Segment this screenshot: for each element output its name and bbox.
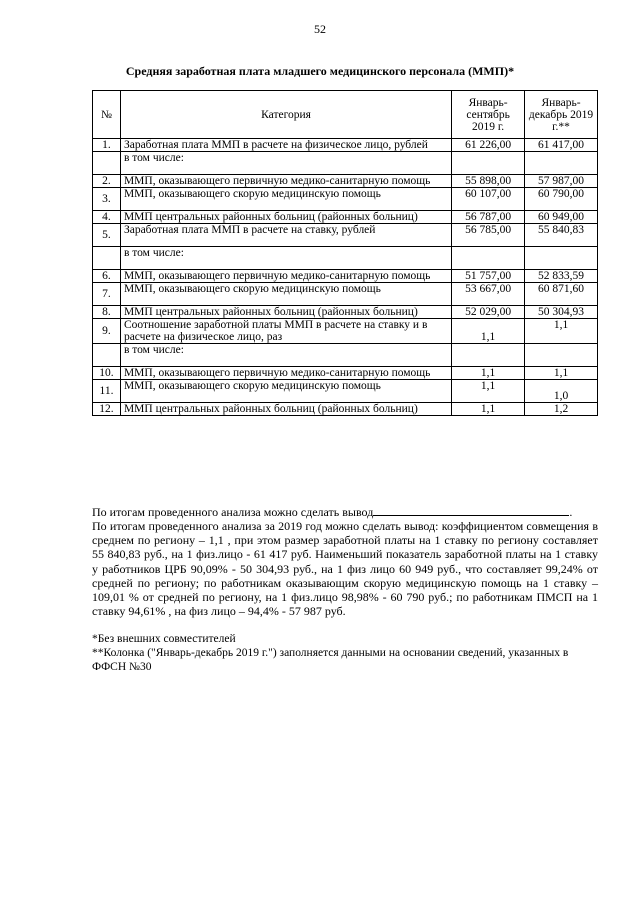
row-value-jan-dec: 61 417,00	[525, 139, 598, 152]
table-row	[93, 270, 598, 283]
table-row	[93, 247, 598, 270]
row-category: в том числе:	[120, 247, 451, 270]
row-number: 11.	[93, 380, 121, 403]
row-number: 12.	[93, 403, 121, 416]
row-category: ММП, оказывающего скорую медицинскую помощь	[120, 188, 451, 211]
table-row	[93, 403, 598, 416]
row-category: ММП, оказывающего первичную медико-санитарную помощь	[120, 367, 451, 380]
row-category: в том числе:	[120, 344, 451, 367]
footnote-column-source: **Колонка ("Январь-декабрь 2019 г.") заполняется данными на основании сведений, указанных в ФФСН №30	[92, 647, 569, 674]
row-value-jan-sep: 61 226,00	[452, 139, 525, 152]
row-number: 8.	[93, 306, 121, 319]
row-value-jan-sep: 56 787,00	[452, 211, 525, 224]
row-value-jan-dec: 57 987,00	[525, 175, 598, 188]
table-row	[93, 367, 598, 380]
row-value-jan-sep: 55 898,00	[452, 175, 525, 188]
table-row	[93, 344, 598, 367]
row-number: 5.	[93, 224, 121, 247]
document-title: Средняя заработная плата младшего медицинского персонала (ММП)*	[125, 64, 515, 78]
row-category: ММП, оказывающего первичную медико-санитарную помощь	[120, 175, 451, 188]
row-number: 4.	[93, 211, 121, 224]
page-number: 52	[314, 22, 326, 36]
row-value-jan-dec: 52 833,59	[525, 270, 598, 283]
footnote-external-part-timers: *Без внешних совместителей	[92, 633, 236, 645]
row-value-jan-dec: 50 304,93	[525, 306, 598, 319]
row-value-jan-sep	[452, 344, 525, 367]
row-value-jan-dec: 1,2	[525, 403, 598, 416]
table-row	[93, 306, 598, 319]
row-number	[93, 152, 121, 175]
row-number	[93, 247, 121, 270]
header-jan-sep: Январь-сентябрь 2019 г.	[452, 91, 525, 139]
conclusion-lead-text: По итогам проведенного анализа можно сделать вывод	[92, 505, 374, 519]
table-row	[93, 283, 598, 306]
row-value-jan-sep: 1,1	[452, 403, 525, 416]
row-value-jan-dec	[525, 152, 598, 175]
row-category: Заработная плата ММП в расчете на ставку, рублей	[120, 224, 451, 247]
header-jan-dec: Январь-декабрь 2019 г.**	[525, 91, 598, 139]
row-category: Заработная плата ММП в расчете на физическое лицо, рублей	[120, 139, 451, 152]
row-value-jan-dec: 1,1	[525, 319, 598, 344]
row-number: 1.	[93, 139, 121, 152]
row-value-jan-sep: 51 757,00	[452, 270, 525, 283]
row-number: 10.	[93, 367, 121, 380]
row-category: ММП центральных районных больниц (районных больниц)	[120, 211, 451, 224]
conclusion-lead	[92, 505, 598, 519]
row-category: Соотношение заработной платы ММП в расчете на ставку и в расчете на физическое лицо, раз	[120, 319, 451, 344]
header-category: Категория	[120, 91, 451, 139]
row-category: ММП, оказывающего скорую медицинскую помощь	[120, 380, 451, 403]
row-value-jan-sep	[452, 152, 525, 175]
row-number: 2.	[93, 175, 121, 188]
table-row	[93, 380, 598, 403]
row-value-jan-sep: 52 029,00	[452, 306, 525, 319]
row-category: в том числе:	[120, 152, 451, 175]
row-value-jan-sep: 60 107,00	[452, 188, 525, 211]
table-row	[93, 139, 598, 152]
row-value-jan-sep: 53 667,00	[452, 283, 525, 306]
row-value-jan-dec: 60 949,00	[525, 211, 598, 224]
conclusion-lead-period: .	[569, 505, 573, 519]
row-number: 3.	[93, 188, 121, 211]
table-row	[93, 224, 598, 247]
row-value-jan-sep: 1,1	[452, 380, 525, 403]
fill-in-blank-line	[373, 505, 569, 516]
row-number: 6.	[93, 270, 121, 283]
row-number: 9.	[93, 319, 121, 344]
row-value-jan-dec: 1,0	[525, 380, 598, 403]
row-category: ММП, оказывающего скорую медицинскую помощь	[120, 283, 451, 306]
row-value-jan-sep: 56 785,00	[452, 224, 525, 247]
table-row	[93, 211, 598, 224]
table-header-row	[93, 91, 598, 139]
row-value-jan-dec: 55 840,83	[525, 224, 598, 247]
row-value-jan-dec: 1,1	[525, 367, 598, 380]
row-value-jan-dec: 60 871,60	[525, 283, 598, 306]
table-row	[93, 319, 598, 344]
table-row	[93, 152, 598, 175]
row-number: 7.	[93, 283, 121, 306]
row-value-jan-dec: 60 790,00	[525, 188, 598, 211]
row-value-jan-sep	[452, 247, 525, 270]
row-category: ММП центральных районных больниц (районных больниц)	[120, 306, 451, 319]
header-number: №	[93, 91, 121, 139]
row-number	[93, 344, 121, 367]
row-category: ММП, оказывающего первичную медико-санитарную помощь	[120, 270, 451, 283]
row-value-jan-sep: 1,1	[452, 319, 525, 344]
row-value-jan-dec	[525, 247, 598, 270]
table-row	[93, 188, 598, 211]
row-value-jan-sep: 1,1	[452, 367, 525, 380]
conclusion-paragraph: По итогам проведенного анализа за 2019 год можно сделать вывод: коэффициентом совмещения в среднем по региону – 1,1 , при этом размер заработной платы на 1 ставку по региону составляет 55 840,83 руб., на 1 физ.лицо - 61 417 руб. Наименьший показатель заработной платы на 1 ставку у работников ЦРБ 90,09% - 50 304,93 руб., на 1 физ лицо 60 949 руб., что составляет 99,24% от средней по региону; по работникам оказывающим скорую медицинскую помощь на 1 ставку – 109,01 % от средней по региону, на 1 физ.лицо 98,98% - 60 790 руб.; по работникам ПМСП на 1 ставку 94,61% , на физ лицо – 94,4% - 57 987 руб.	[92, 519, 598, 619]
salary-table	[92, 90, 598, 416]
table-row	[93, 175, 598, 188]
row-category: ММП центральных районных больниц (районных больниц)	[120, 403, 451, 416]
row-value-jan-dec	[525, 344, 598, 367]
